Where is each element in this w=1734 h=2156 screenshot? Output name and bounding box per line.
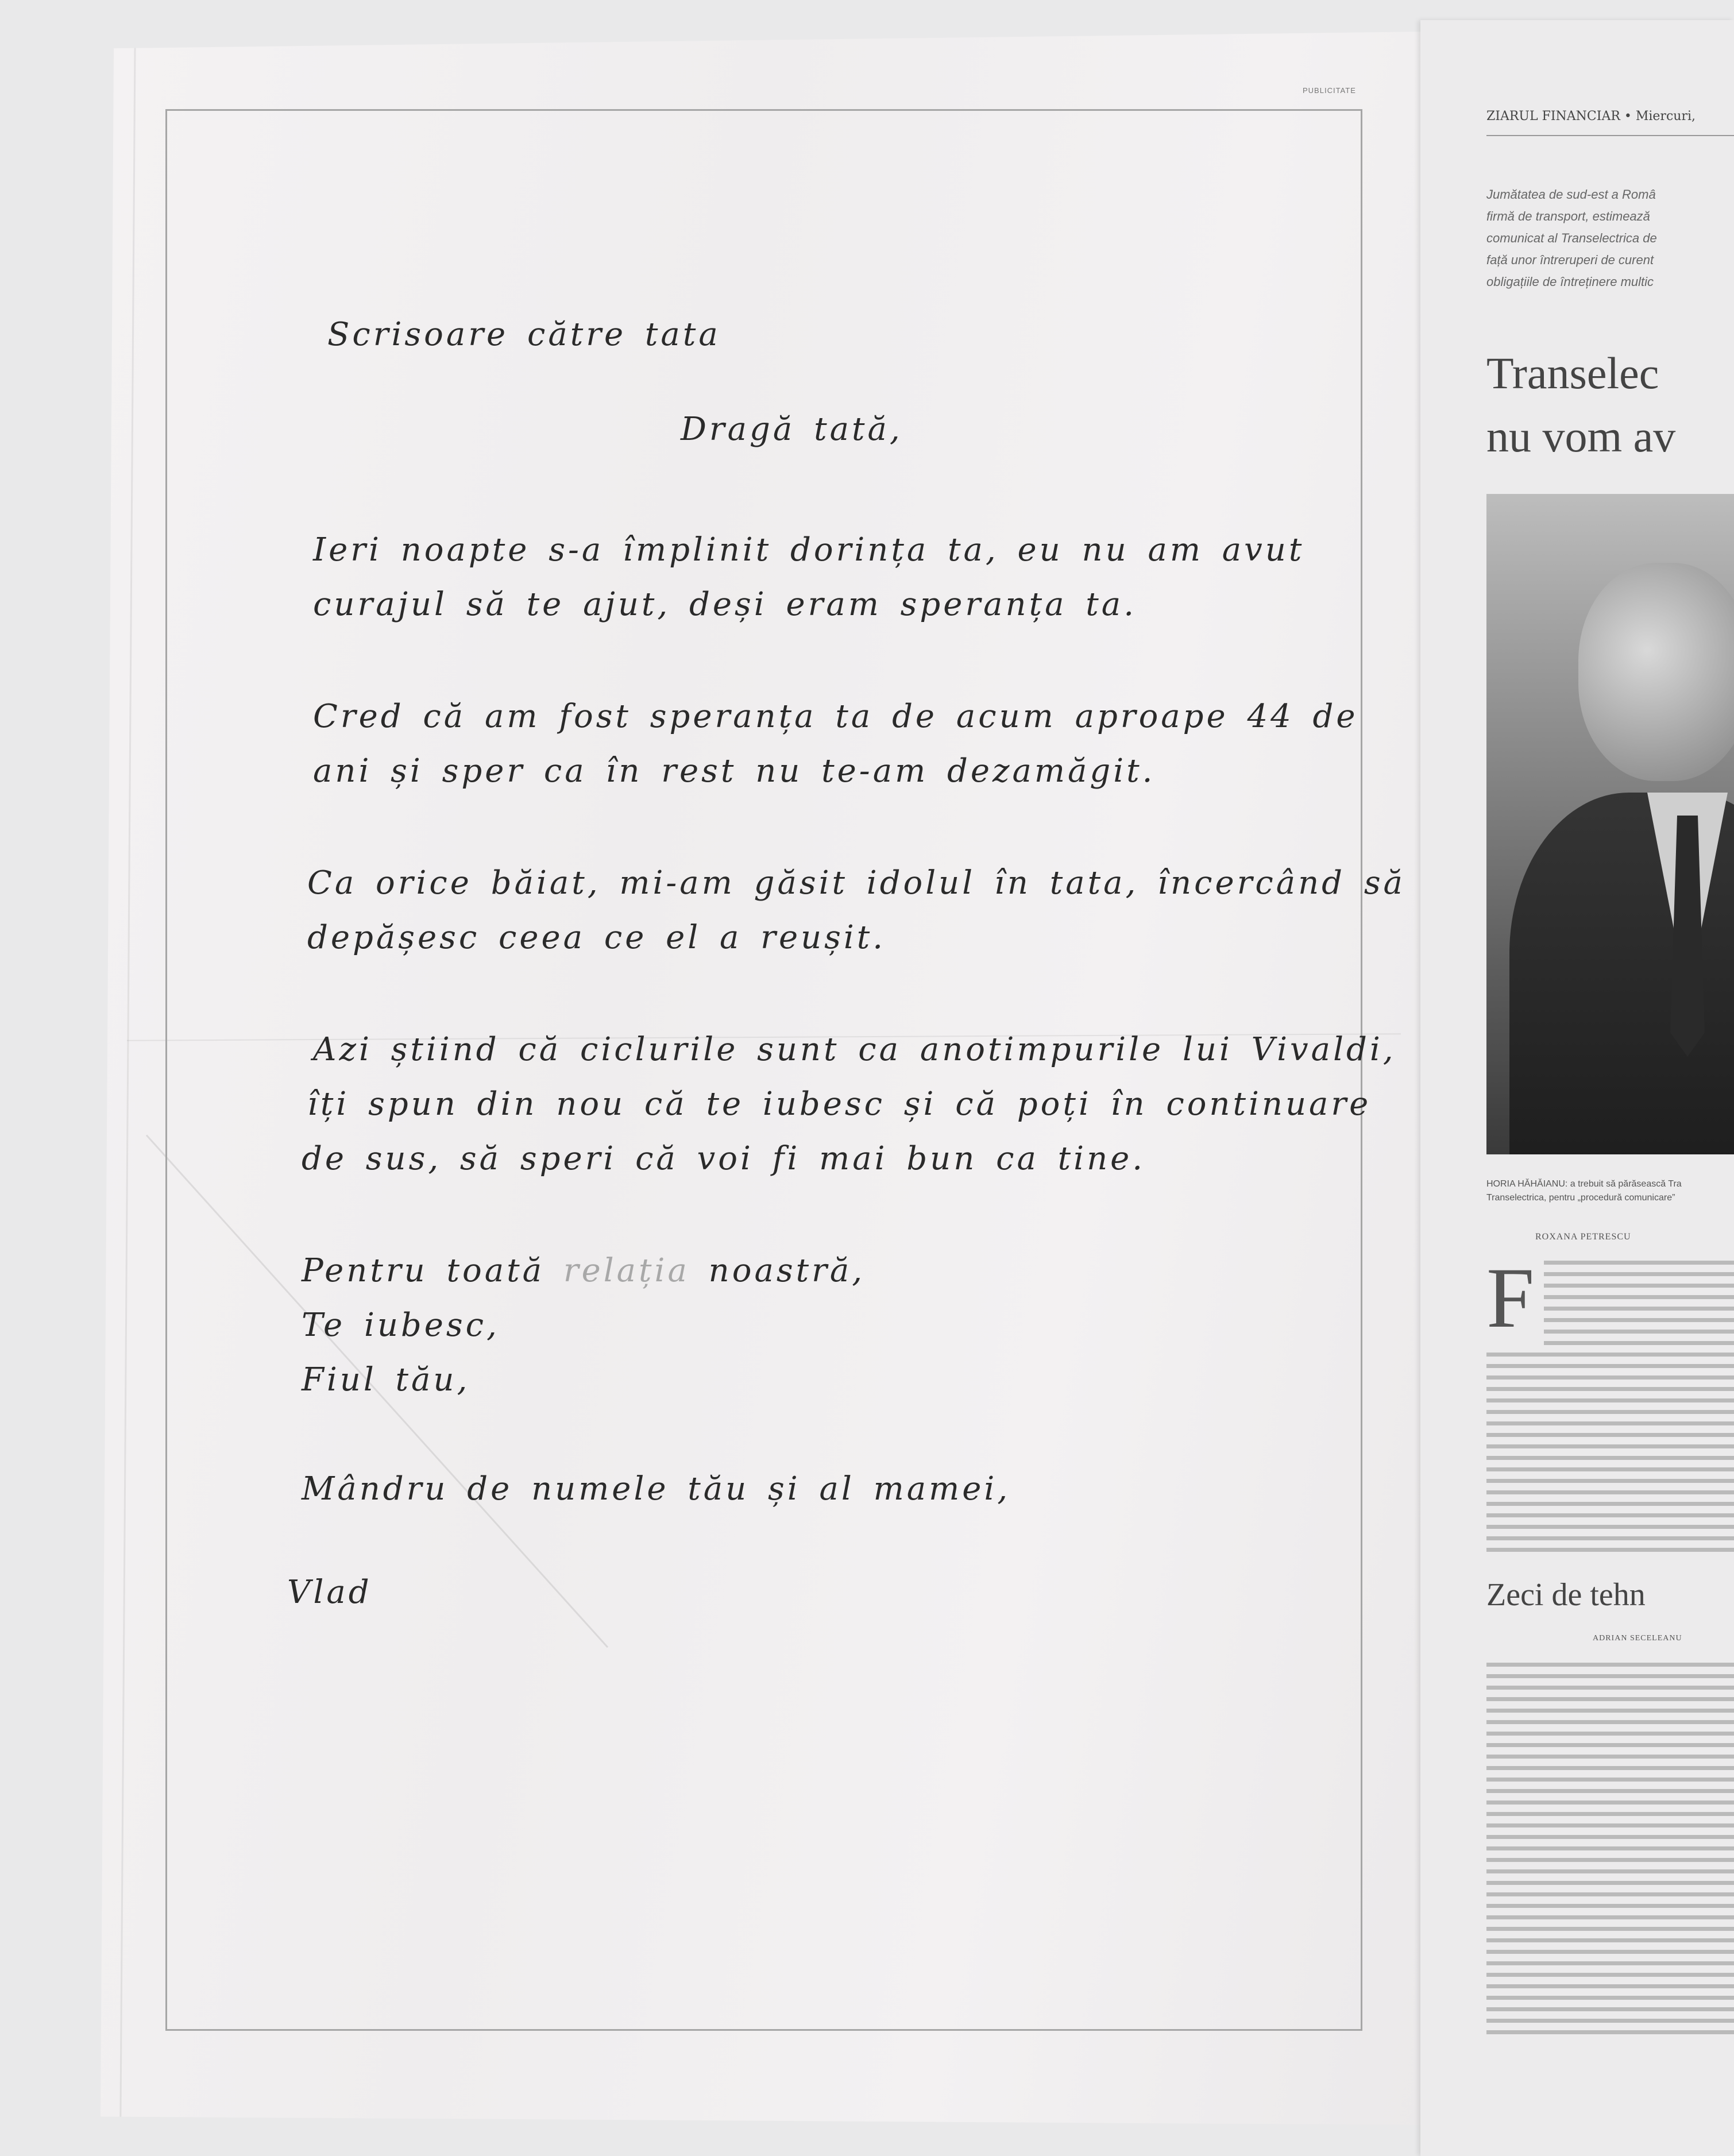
article-byline-2: ADRIAN SECELEANU	[1593, 1634, 1682, 1643]
standfirst-line: obligațiile de întreținere multic	[1486, 275, 1654, 289]
article-dropcap: F	[1486, 1250, 1535, 1346]
article-portrait-photo	[1486, 494, 1734, 1154]
headline-line-2: nu vom av	[1486, 411, 1676, 461]
letter-paragraph-1-line-2: curajul să te ajut, deși eram speranța ta.	[313, 586, 1137, 623]
caption-line-1: HORIA HĂHĂIANU: a trebuit să părăsească Tra	[1486, 1179, 1682, 1189]
article-body-text	[1486, 1663, 1734, 2036]
headline-line-1: Transelec	[1486, 348, 1659, 398]
photo-face	[1578, 563, 1734, 781]
standfirst-line: față unor întreruperi de curent	[1486, 253, 1654, 267]
advertisement-frame	[165, 109, 1362, 2031]
header-rule	[1486, 135, 1734, 136]
letter-closing-line-1	[302, 1252, 865, 1289]
letter-title: Scrisoare către tata	[327, 316, 721, 353]
letter-paragraph-3-line-2: depășesc ceea ce el a reușit.	[307, 919, 886, 956]
letter-signature: Vlad	[287, 1574, 372, 1611]
letter-paragraph-3-line-1: Ca orice băiat, mi-am găsit idolul în tata, încercând să	[307, 864, 1405, 902]
letter-paragraph-4-line-3: de sus, să speri că voi fi mai bun ca tine.	[302, 1140, 1146, 1177]
standfirst-line: firmă de transport, estimează	[1486, 209, 1650, 223]
letter-closing-line-3: Fiul tău,	[302, 1361, 470, 1398]
letter-salutation: Dragă tată,	[681, 411, 903, 448]
standfirst-line: comunicat al Transelectrica de	[1486, 231, 1657, 245]
closing-text-c: noastră,	[708, 1252, 866, 1289]
section-tag: PUBLICITATE	[1303, 86, 1356, 95]
photo-caption	[1486, 1177, 1734, 1205]
article-body-text	[1486, 1353, 1734, 1554]
letter-paragraph-1-line-1: Ieri noapte s-a împlinit dorința ta, eu nu am avut	[313, 531, 1305, 569]
article-standfirst	[1486, 184, 1728, 293]
standfirst-line: Jumătatea de sud-est a Româ	[1486, 187, 1656, 202]
closing-text-faded: relația	[563, 1252, 690, 1289]
newspaper-page-article	[1420, 20, 1734, 2156]
closing-text-a: Pentru toată	[302, 1252, 545, 1289]
letter-closing-line-2: Te iubesc,	[302, 1307, 500, 1344]
article-byline: ROXANA PETRESCU	[1535, 1232, 1631, 1242]
article-headline	[1486, 342, 1675, 468]
article-body-text	[1544, 1261, 1734, 1347]
letter-closing-line-4: Mândru de numele tău și al mamei,	[302, 1470, 1011, 1508]
letter-paragraph-2-line-1: Cred că am fost speranța ta de acum aproape 44 de	[313, 698, 1358, 735]
newspaper-header: ZIARUL FINANCIAR • Miercuri,	[1486, 109, 1696, 123]
letter-paragraph-4-line-1: Azi știind că ciclurile sunt ca anotimpurile lui Vivaldi,	[313, 1031, 1396, 1068]
article-subhead: Zeci de tehn	[1486, 1577, 1646, 1613]
letter-paragraph-2-line-2: ani și sper ca în rest nu te-am dezamăgit.	[313, 752, 1156, 790]
caption-line-2: Transelectrica, pentru „procedură comunicare”	[1486, 1193, 1675, 1203]
letter-paragraph-4-line-2: îți spun din nou că te iubesc și că poți în continuare	[307, 1085, 1372, 1123]
